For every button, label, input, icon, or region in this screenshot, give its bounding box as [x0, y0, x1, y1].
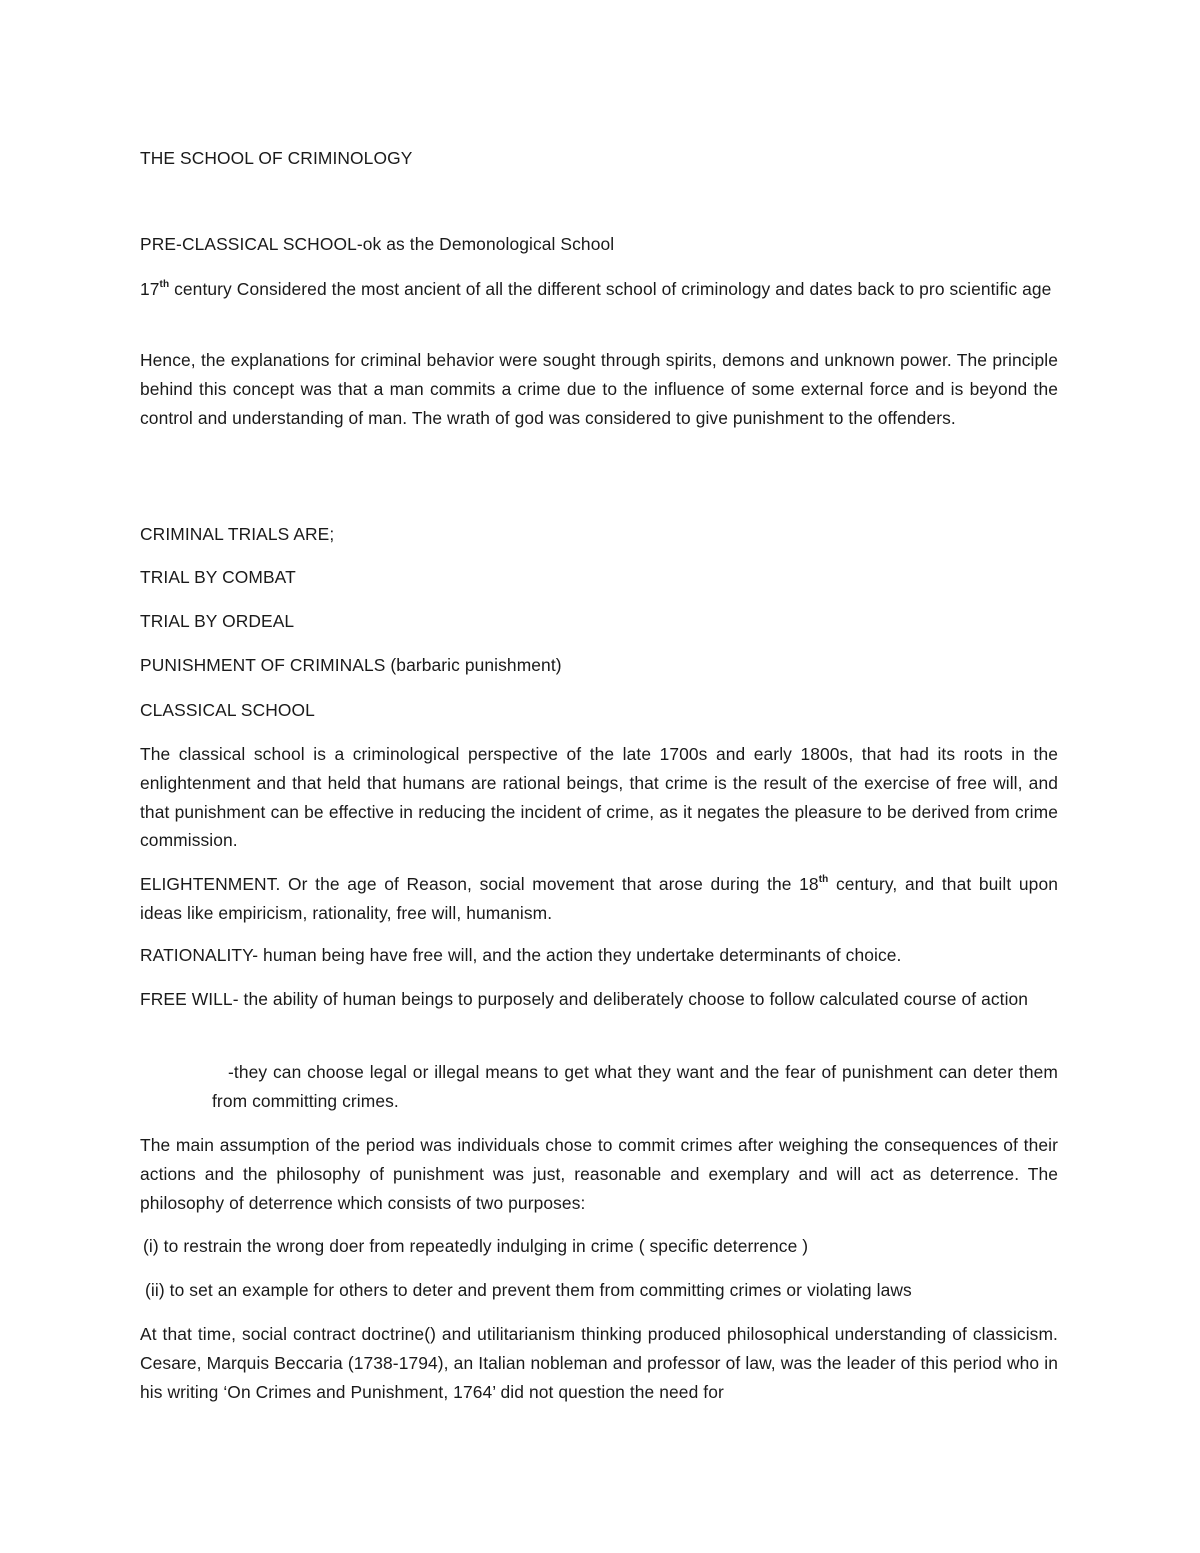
classical-school-heading: CLASSICAL SCHOOL: [140, 700, 315, 720]
superscript-th: th: [818, 874, 829, 886]
superscript-th: th: [159, 279, 170, 291]
purpose-ii: (ii) to set an example for others to deter and prevent them from committing crimes or violating laws: [145, 1280, 912, 1300]
paragraph-enlightenment: ELIGHTENMENT. Or the age of Reason, social movement that arose during the 18th century, and that built upon ideas like empiricism, rationality, free will, humanism.: [140, 874, 1058, 923]
criminal-trials-heading: CRIMINAL TRIALS ARE;: [140, 524, 335, 544]
trial-by-ordeal: TRIAL BY ORDEAL: [140, 611, 295, 631]
paragraph-free-will: FREE WILL- the ability of human beings to purposely and deliberately choose to follow calculated course of action: [140, 989, 1029, 1009]
paragraph-17th-century: 17th century Considered the most ancient of all the different school of criminology and dates back to pro scientific age: [140, 279, 1052, 299]
paragraph-explanations: Hence, the explanations for criminal behavior were sought through spirits, demons and unknown power. The principle behind this concept was that a man commits a crime due to the influence of some external force and is beyond the control and understanding of man. The wrath of god was considered to give punishment to the offenders.: [140, 350, 1058, 428]
paragraph-main-assumption: The main assumption of the period was individuals chose to commit crimes after weighing the consequences of their actions and the philosophy of punishment was just, reasonable and exemplary and will act as deterrence. The philosophy of deterrence which consists of two purposes:: [140, 1135, 1058, 1213]
paragraph-social-contract: At that time, social contract doctrine() and utilitarianism thinking produced philosophical understanding of classicism. Cesare, Marquis Beccaria (1738-1794), an Italian nobleman and professor of law, was the leader of this period who in his writing ‘On Crimes and Punishment, 1764’ did not question the need for: [140, 1324, 1058, 1402]
document-title: THE SCHOOL OF CRIMINOLOGY: [140, 148, 413, 168]
trial-by-combat: TRIAL BY COMBAT: [140, 567, 296, 587]
pre-classical-heading: PRE-CLASSICAL SCHOOL-ok as the Demonological School: [140, 234, 615, 254]
paragraph-rationality: RATIONALITY- human being have free will, and the action they undertake determinants of choice.: [140, 945, 902, 965]
punishment-of-criminals: PUNISHMENT OF CRIMINALS (barbaric punishment): [140, 655, 562, 675]
paragraph-classical-school: The classical school is a criminological perspective of the late 1700s and early 1800s, that had its roots in the enlightenment and that held that humans are rational beings, that crime is the result of the exercise of free will, and that punishment can be effective in reducing the incident of crime, as it negates the pleasure to be derived from crime commission.: [140, 744, 1058, 851]
paragraph-free-will-detail: -they can choose legal or illegal means to get what they want and the fear of punishment can deter them from committing crimes.: [212, 1062, 1058, 1111]
purpose-i: (i) to restrain the wrong doer from repeatedly indulging in crime ( specific deterrence ): [143, 1236, 809, 1256]
